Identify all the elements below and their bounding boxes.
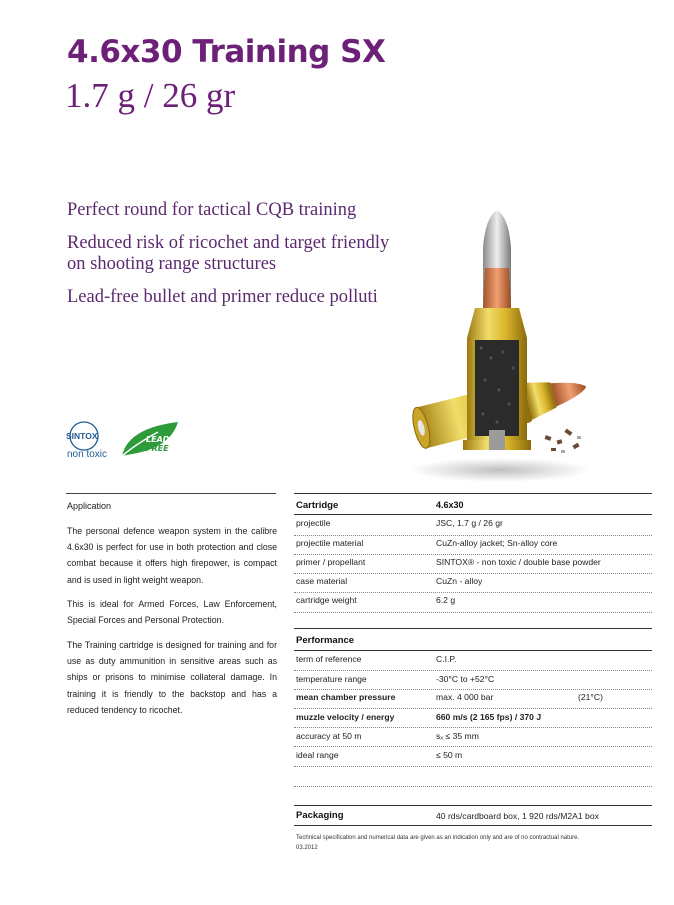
date-code: 03.2012 [296,845,318,851]
perf-extra: (21°C) [578,692,603,702]
spec-row-case-material [294,574,652,590]
perf-row-range [294,748,652,764]
row-divider [294,670,652,671]
packaging-top-rule [294,805,652,806]
disclaimer-footnote: Technical specification and numerical data are given as an indication only and are of no contractual nature. [296,835,580,841]
cartridge-cutaway-image [405,208,595,488]
application-heading: Application [67,501,112,511]
perf-key: mean chamber pressure [296,692,396,702]
spec-key: projectile material [296,538,364,548]
spec-value: CuZn-alloy jacket; Sn-alloy core [436,538,558,548]
application-divider [66,493,276,494]
packaging-heading: Packaging [296,810,344,821]
perf-row-pressure [294,690,652,706]
application-paragraph-1: The personal defence weapon system in the calibre 4.6x30 is perfect for use in both protection and close combat because it offers high firepower, is compact and is used in light weight weapon. [67,526,277,585]
product-weight: 1.7 g / 26 gr [65,76,236,115]
perf-row-temperature [294,672,652,688]
spec-key: projectile [296,518,331,528]
spec-value: SINTOX® - non toxic / double base powder [436,557,601,567]
row-divider [294,727,652,728]
perf-value: -30°C to +52°C [436,674,495,684]
perf-key: accuracy at 50 m [296,731,362,741]
spec-value: 6.2 g [436,595,456,605]
lead-free-logo [118,418,184,460]
cartridge-top-rule [294,493,652,494]
cartridge-caliber: 4.6x30 [436,500,464,510]
feature-3: Lead-free bullet and primer reduce polluti [67,287,378,307]
lead-free-line1: LEAD [146,435,170,444]
performance-top-rule [294,628,652,629]
application-paragraph-3: The Training cartridge is designed for training and for use as duty ammunition in sensitive areas such as ships or prisons to minimise collateral damage. In training it is friendly to the backstop and has a reduced tendency to ricochet. [67,640,277,715]
cartridge-heading: Cartridge [296,500,339,511]
perf-key: term of reference [296,654,362,664]
sintox-subtitle: non toxic [67,449,108,460]
perf-row-velocity [294,710,652,726]
performance-heading: Performance [296,635,355,646]
sintox-logo-text: SINTOX [66,431,98,441]
spec-row-projectile-material [294,536,652,552]
spec-key: cartridge weight [296,595,357,605]
row-divider [294,708,652,709]
spec-key: case material [296,576,348,586]
feature-2: Reduced risk of ricochet and target friendly on shooting range structures [67,233,390,274]
feature-1: Perfect round for tactical CQB training [67,200,357,220]
application-paragraph-2: This is ideal for Armed Forces, Law Enforcement, Special Forces and Personal Protection. [67,599,277,626]
spec-key: primer / propellant [296,557,366,567]
spec-value: CuZn - alloy [436,576,483,586]
packaging-value: 40 rds/cardboard box, 1 920 rds/M2A1 box [436,811,599,821]
cartridge-header-rule [294,514,652,515]
spec-value: JSC, 1.7 g / 26 gr [436,518,503,528]
spec-row-primer [294,555,652,571]
lead-free-line2: FREE [146,444,169,453]
row-divider [294,786,652,787]
row-divider [294,766,652,767]
perf-value: sₓ ≤ 35 mm [436,731,479,741]
perf-key: ideal range [296,750,339,760]
perf-key: temperature range [296,674,367,684]
row-divider [294,746,652,747]
product-title: 4.6x30 Training SX [67,34,386,70]
spec-row-projectile [294,516,652,532]
perf-value: C.I.P. [436,654,457,664]
perf-value: 660 m/s (2 165 fps) / 370 J [436,712,542,722]
perf-value: ≤ 50 m [436,750,463,760]
packaging-bottom-rule [294,825,652,826]
spec-row-cartridge-weight [294,593,652,609]
perf-row-reference [294,652,652,668]
row-divider [294,612,652,613]
performance-header-rule [294,650,652,651]
perf-value: max. 4 000 bar [436,692,494,702]
perf-row-accuracy [294,729,652,745]
perf-key: muzzle velocity / energy [296,712,395,722]
